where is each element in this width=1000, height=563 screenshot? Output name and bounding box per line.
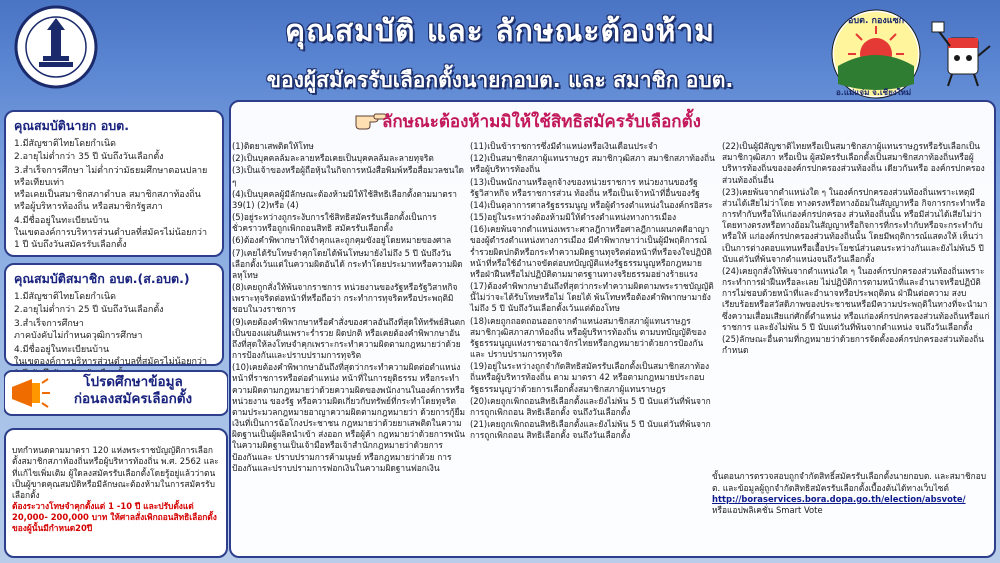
mascot-icon — [930, 20, 994, 90]
page-title: คุณสมบัติ และ ลักษณะต้องห้าม — [284, 14, 716, 49]
list-item: (12)เป็นสมาชิกสภาผู้แทนราษฎร สมาชิกวุฒิสภา สมาชิกสภาท้องถิ่นหรือผู้บริหารท้องถิ่น — [470, 153, 715, 175]
list-item: (18)เคยถูกถอดถอนออกจากตำแหน่งสมาชิกสภาผู้แทนราษฎรสมาชิกวุฒิสภาสภาท้องถิ่น หรือผู้บริหารท้องถิ่น ตามบทบัญญัติของรัฐธรรมนูญแห่งราชอาณาจักรไทยหรือกฎหมายว่าด้วยการป้องกันและ ปราบปรามการทุจริต — [470, 315, 707, 360]
page-subtitle: ของผู้สมัครรับเลือกตั้งนายกอบต. และ สมาชิก อบต. — [266, 68, 734, 92]
list-item: (9)เคยต้องคำพิพากษาหรือคำสั่งของศาลอันถึงที่สุดให้ทรัพย์สินตกเป็นของแผ่นดินเพราะร่ำรวย ผิดปกติ หรือเคยต้องคำพิพากษาอันถึงที่สุดให้ลงโทษจำคุกเพราะกระทำความผิดตามกฎหมายว่าด้วย การป้องกันและปราบปรามการทุจริต — [232, 316, 466, 361]
prohibitions-column-1 — [232, 141, 466, 475]
member-qualifications-card — [4, 263, 224, 366]
list-item: (25)ลักษณะอื่นตามที่กฎหมายว่าด้วยการจัดตั้งองค์กรปกครองส่วนท้องถิ่นกำหนด — [722, 333, 984, 356]
list-item: 3.สำเร็จการศึกษา ไม่ต่ำกว่ามัธยมศึกษาตอนปลาย หรือเทียบเท่า หรือเคยเป็นสมาชิกสภาตำบล สมาชิกสภาท้องถิ่น หรือผู้บริหารท้องถิ่น หรือสมาชิกรัฐสภา — [14, 166, 208, 212]
list-item: (21)เคยถูกเพิกถอนสิทธิเลือกตั้งและยังไม่พ้น 5 ปี นับแต่วันที่พ้นจากการถูกเพิกถอน สิทธิเลือกตั้ง จนถึงวันเลือกตั้ง — [470, 419, 711, 441]
list-item: (11)เป็นข้าราชการซึ่งมีตำแหน่งหรือเงินเดือนประจำ — [470, 141, 658, 151]
list-item: (14)เป็นตุลาการศาลรัฐธรรมนูญ หรือผู้ดำรงตำแหน่งในองค์กรอิสระ — [470, 199, 713, 210]
list-item: 2.อายุไม่ต่ำกว่า 35 ปี นับถึงวันเลือกตั้ง — [14, 152, 164, 163]
mayor-qualifications-title: คุณสมบัตินายก อบต. — [14, 118, 129, 133]
list-item: 4.มีชื่ออยู่ในทะเบียนบ้าน ในเขตองค์การบริหารส่วนตำบลที่สมัครไม่น้อยกว่า 1 ปี นับถึงวันสมัครรับเลือกตั้ง — [14, 215, 208, 250]
list-item: (13)เป็นพนักงานหรือลูกจ้างของหน่วยราชการ หน่วยงานของรัฐรัฐวิสาหกิจ หรือราชการส่วน ท้องถิ่น หรือเป็นเจ้าหน้าที่อื่นของรัฐ — [470, 176, 700, 198]
info-note — [712, 460, 994, 556]
list-item: (1)ติดยาเสพติดให้โทษ — [232, 141, 314, 151]
list-item: (2)เป็นบุคคลล้มละลายหรือเคยเป็นบุคคลล้มละลายทุจริต — [232, 153, 434, 164]
list-item: (3)เป็นเจ้าของหรือผู้ถือหุ้นในกิจการหนังสือพิมพ์หรือสื่อมวลชนใด ๆ — [232, 165, 464, 187]
list-item: (8)เคยถูกสั่งให้พ้นจากราชการ หน่วยงานของรัฐหรือรัฐวิสาหกิจเพราะทุจริตต่อหน้าที่หรือถือว่า กระทำการทุจริตหรือประพฤติมิชอบในวงราชการ — [232, 282, 458, 315]
list-item: (10)เคยต้องคำพิพากษาอันถึงที่สุดว่ากระทำความผิดต่อตำแหน่งหน้าที่ราชการหรือต่อตำแหน่ง หน้าที่ในการยุติธรรม หรือกระทำความผิดตามกฎหมายว่าด้วยความผิดของพนักงานในองค์การหรือหน่วยงาน ของรัฐ หรือความผิดเกี่ยวกับทรัพย์ที่กระทำโดยทุจริตตามประมวลกฎหมายอาญาความผิดตามกฎหมายว่า ด้วยการกู้ยืมเงินที่เป็นการฉ้อโกงประชาชน กฎหมายว่าด้วยยาเสพติดในความผิดฐานเป็นผู้ผลิตนำเข้า ส่งออก หรือผู้ค้า กฎหมายว่าด้วยการพนันในความผิดฐานเป็นเจ้ามือหรือเจ้าสำนักกฎหมายว่าด้วยการป้องกันและ ปราบปรามการค้ามนุษย์ หรือกฎหมายว่าด้วย การป้องกันและปราบปรามการฟอกเงินในความผิดฐานฟอกเงิน — [232, 362, 466, 473]
list-item: 1.มีสัญชาติไทยโดยกำเนิด — [14, 291, 116, 302]
logo-caption-bottom: อ.แม่แจ่ม จ.เชียงใหม่ — [836, 88, 912, 97]
mayor-qualifications-card — [4, 110, 224, 257]
prohibitions-title: ลักษณะต้องห้ามมิให้ใช้สิทธิสมัครรับเลือกตั้ง — [382, 112, 701, 132]
list-item: (6)ต้องคำพิพากษาให้จำคุกและถูกคุมขังอยู่โดยหมายของศาล — [232, 235, 452, 246]
logo-caption-top: อบต. กองแซก — [848, 16, 905, 26]
election-website-link[interactable]: http://boraservices.bora.dopa.go.th/election/absvote/ — [712, 494, 966, 505]
list-item: 2.อายุไม่ต่ำกว่า 25 ปี นับถึงวันเลือกตั้ง — [14, 305, 164, 316]
list-item: (4)เป็นบุคคลผู้มีลักษณะต้องห้ามมิให้ใช้สิทธิเลือกตั้งตามมาตรา 39(1) (2)หรือ (4) — [232, 188, 457, 210]
list-item: (15)อยู่ในระหว่างต้องห้ามมิให้ดำรงตำแหน่งทางการเมือง — [470, 212, 677, 223]
list-item: (23)เคยพ้นจากตำแหน่งใด ๆ ในองค์กรปกครองส่วนท้องถิ่นเพราะเหตุมีส่วนได้เสียไม่ว่าโดย ทางตรงหรือทางอ้อมในสัญญาหรือ กิจการกระทำหรือการทำกับหรือให้แก่องค์กรปกครอง ส่วนท้องถิ่นนั้น หรือมีส่วนได้เสียไม่ว่าโดยทางตรงหรือทางอ้อมในสัญญาหรือกิจการที่กระทำกับหรือจะกระทำกับหรือให้ แก่องค์กรปกครองส่วนท้องถิ่นนั้น โดยมีพฤติการณ์แสดงให้ เห็นว่าเป็นการต่างตอบแทนหรือเอื้อประโยชน์ส่วนตนระหว่างกันและยังไม่พ้น5 ปี นับแต่วันที่พ้นจากตำแหน่งจนถึงวันเลือกตั้ง — [722, 186, 986, 264]
member-qualifications-title: คุณสมบัติสมาชิก อบต.(ส.อบต.) — [14, 271, 190, 286]
list-item: 4.มีชื่ออยู่ในทะเบียนบ้าน ในเขตองค์การบริหารส่วนตำบลที่สมัครไม่น้อยกว่า — [14, 345, 208, 367]
prohibitions-column-3 — [722, 141, 990, 357]
promo-title: โปรดศึกษาข้อมูล ก่อนลงสมัครเลือกตั้ง — [73, 374, 193, 407]
list-item: 3.สำเร็จการศึกษา ภาคบังคับไม่กำหนดวุฒิการศึกษา — [14, 319, 143, 342]
list-item: (7)เคยได้รับโทษจำคุกโดยได้พ้นโทษมายังไม่ถึง 5 ปี นับถึงวันเลือกตั้งเว้นแต่ในความผิดอันได้ กระทำโดยประมาทหรือความผิดลหุโทษ — [232, 247, 463, 280]
list-item: 1.มีสัญชาติไทยโดยกำเนิด — [14, 138, 116, 149]
list-item: (17)ต้องคำพิพากษาอันถึงที่สุดว่ากระทำความผิดตามพระราชบัญญัตินี้ไม่ว่าจะได้รับโทษหรือไม่ โดยได้ พ้นโทษหรือต้องคำพิพากษามายังไม่ถึง 5 ปี นับถึงวันเลือกตั้งเว้นแต่ต้องโทษ — [470, 281, 714, 314]
promo-penalty-text: ต้องระวางโทษจำคุกตั้งแต่ 1 -10 ปี และปรับตั้งแต่ 20,000- 200,000 บาท ให้ศาลสั่งเพิกถอนสิทธิเลือกตั้งของผู้นั้นมีกำหนด20ปี — [12, 501, 217, 534]
list-item: (5)อยู่ระหว่างถูกระงับการใช้สิทธิสมัครรับเลือกตั้งเป็นการชั่วคราวหรือถูกเพิกถอนสิทธิ สมัครรับเลือกตั้ง — [232, 212, 437, 234]
info-text: ขั้นตอนการตรวจสอบถูกจำกัดสิทธิ์สมัครรับเลือกตั้งนายกอบต. และสมาชิกอบต. และข้อมูลผู้ถูกจำกัดสิทธิสมัครรับเลือกตั้งเบื้องต้นได้ทางเว็บไซต์ — [712, 471, 987, 493]
list-item: (16)เคยพ้นจากตำแหน่งเพราะศาลฎีกาหรือศาลฎีกาแผนกคดีอาญาของผู้ดำรงตำแหน่งทางการเมือง มีคำพิพากษาว่าเป็นผู้มีพฤติการณ์ร่ำรวยผิดปกติหรือกระทำความผิดฐานทุจริตต่อหน้าที่หรือจงใจปฏิบัติ หน้าที่หรือใช้อำนาจขัดต่อบทบัญญัติแห่งรัฐธรรมนูญหรือกฎหมาย หรือฝ่าฝืนหรือไม่ปฏิบัติตามมาตรฐานทางจริยธรรมอย่างร้ายแรง — [470, 224, 712, 279]
list-item: (20)เคยถูกเพิกถอนสิทธิเลือกตั้งและยังไม่พ้น 5 ปี นับแต่วันที่พ้นจากการถูกเพิกถอน สิทธิเลือกตั้ง จนถึงวันเลือกตั้ง — [470, 395, 711, 417]
list-item: (24)เคยถูกสั่งให้พ้นจากตำแหน่งใด ๆ ในองค์กรปกครองส่วนท้องถิ่นเพราะกระทำการฝ่าฝืนหรือละเลย ไม่ปฏิบัติการตามหน้าที่และอำนาจหรือปฏิบัติการไม่ชอบด้วยหน้าที่และอำนาจหรือประพฤติตน ฝ่าฝืนต่อความ สงบเรียบร้อยหรือสวัสดิภาพของประชาชนหรือมีความประพฤติในทางที่จะนำมาซึ่งความเสื่อมเสียแก่ศักดิ์ตำแหน่ง หรือแก่องค์กรปกครองส่วนท้องถิ่นหรือแก่ราชการ และยังไม่พ้น 5 ปี นับแต่วันที่พ้นจากตำแหน่ง จนถึงวันเลือกตั้ง — [722, 265, 990, 332]
list-item: (19)อยู่ในระหว่างถูกจำกัดสิทธิสมัครรับเลือกตั้งเป็นสมาชิกสภาท้องถิ่นหรือผู้บริหารท้องถิ่น ตาม มาตรา 42 หรือตามกฎหมายประกอบรัฐธรรมนูญว่าด้วยการเลือกตั้งสมาชิกสภาผู้แทนราษฎร — [470, 361, 710, 394]
promo-body-text: บทกำหนดตามมาตรา 120 แห่งพระราชบัญญัติการเลือกตั้งสมาชิกสภาท้องถิ่นหรือผู้บริหารท้องถิ่น พ.ศ. 2562 และที่แก้ไขเพิ่มเติม ผู้ใดลงสมัครรับเลือกตั้งโดยรู้อยู่แล้วว่าตนเป็นผู้ขาดคุณสมบัติหรือมีลักษณะต้องห้ามในการสมัครรับเลือกตั้ง — [12, 445, 219, 500]
header — [0, 0, 1000, 100]
list-item: (22)เป็นผู้มีสัญชาติไทยหรือเป็นสมาชิกสภาผู้แทนราษฎรหรือรับเลือกเป็นสมาชิกวุฒิสภา หรือเป็น ผู้สมัครรับเลือกตั้งเป็นสมาชิกสภาท้องถิ่นหรือผู้บริหารท้องถิ่นขององค์กรปกครองส่วนท้องถิ่น เดียวกันหรือ องค์กรปกครองส่วนท้องถิ่นอื่น — [722, 141, 985, 185]
promo-body-card — [4, 428, 228, 558]
prohibitions-column-2 — [470, 141, 715, 442]
info-tail-text: หรือแอปพลิเคชั่น Smart Vote — [712, 505, 823, 516]
